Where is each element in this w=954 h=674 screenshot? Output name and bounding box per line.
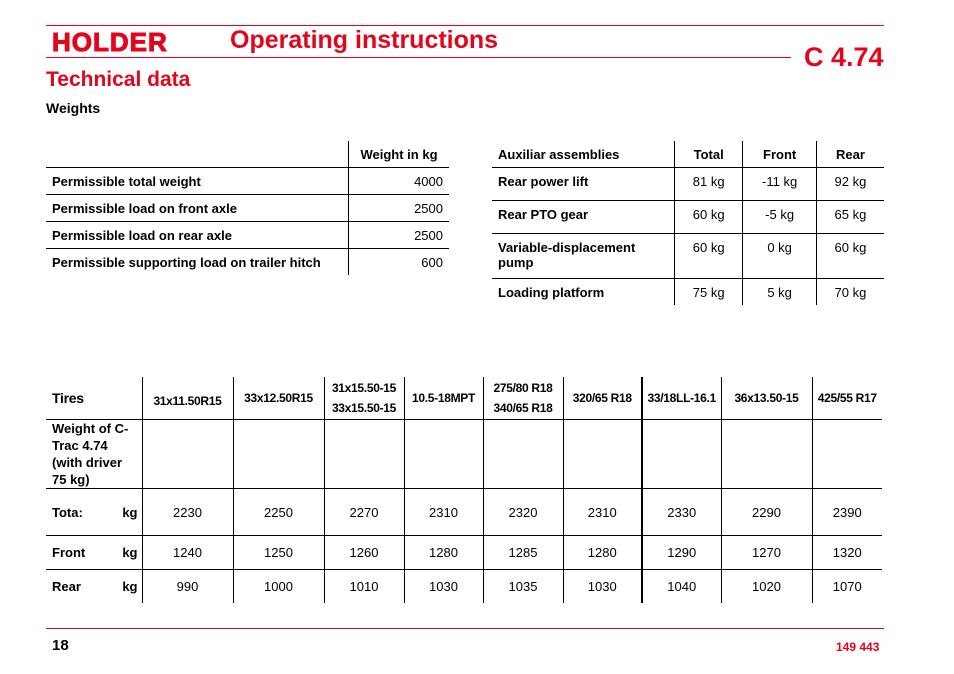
weight-value: 2320 <box>483 489 563 536</box>
weight-value: 2330 <box>642 489 721 536</box>
empty-cell <box>324 420 404 489</box>
weight-value: 1280 <box>404 536 483 570</box>
weight-value: 1035 <box>483 570 563 603</box>
empty-cell <box>404 420 483 489</box>
row-label: Tota: <box>52 504 83 520</box>
weight-value: 1270 <box>721 536 812 570</box>
row-label-cell <box>46 536 142 570</box>
row-unit: kg <box>122 578 138 594</box>
tire-size-line: 33x15.50-15 <box>331 401 397 415</box>
empty-cell <box>142 420 233 489</box>
weight-label-row <box>46 420 882 489</box>
rear-value: 60 kg <box>816 234 884 279</box>
row-label: Variable-displacement pump <box>492 234 675 279</box>
row-label: Rear PTO gear <box>492 201 675 234</box>
table-header-row <box>492 141 884 168</box>
total-value: 60 kg <box>675 234 743 279</box>
front-value: -11 kg <box>743 168 817 201</box>
table-row <box>492 168 884 201</box>
header-top-rule <box>46 25 884 26</box>
row-label: Rear <box>52 578 81 594</box>
document-number: 149 443 <box>836 640 880 654</box>
empty-cell <box>642 420 721 489</box>
weight-value: 1280 <box>563 536 642 570</box>
row-label: Permissible total weight <box>46 168 349 195</box>
weight-value: 1020 <box>721 570 812 603</box>
front-value: -5 kg <box>743 201 817 234</box>
tire-size <box>233 377 324 420</box>
tire-size <box>812 377 882 420</box>
weight-value: 1070 <box>832 578 862 594</box>
weight-value: 2310 <box>563 489 642 536</box>
table-row <box>46 195 449 222</box>
holder-logo: HOLDER <box>52 27 168 57</box>
table-row <box>492 201 884 234</box>
tire-size-line: 31x15.50-15 <box>331 381 397 395</box>
total-value: 75 kg <box>675 279 743 306</box>
table-row <box>492 234 884 279</box>
row-value: 4000 <box>349 168 450 195</box>
table-row <box>46 570 882 603</box>
weight-value: 2310 <box>404 489 483 536</box>
row-label: Rear power lift <box>492 168 675 201</box>
tire-size-line: 33/18LL-16.1 <box>647 391 716 405</box>
weight-value: 1010 <box>324 570 404 603</box>
row-unit: kg <box>122 504 138 520</box>
row-label-cell <box>46 489 142 536</box>
table-row <box>46 222 449 249</box>
table-row <box>492 279 884 306</box>
tire-size-line: 31x11.50R15 <box>153 394 222 408</box>
column-header: Weight in kg <box>349 141 450 168</box>
tire-size <box>324 377 404 420</box>
tire-size <box>404 377 483 420</box>
page-number: 18 <box>52 637 69 654</box>
table-header-row <box>46 141 449 168</box>
row-label: Front <box>52 545 86 560</box>
tire-size-line: 36x13.50-15 <box>734 391 799 405</box>
auxiliary-assemblies-table <box>492 141 884 305</box>
empty-header-cell <box>46 141 349 168</box>
table-row <box>46 168 449 195</box>
table-row <box>46 489 882 536</box>
section-title: Technical data <box>46 68 191 91</box>
row-value: 2500 <box>349 195 450 222</box>
weight-value: 1000 <box>233 570 324 603</box>
column-header: Total <box>675 141 743 168</box>
total-value: 81 kg <box>675 168 743 201</box>
front-value: 0 kg <box>743 234 817 279</box>
tires-header-row <box>46 377 882 420</box>
tire-size <box>563 377 642 420</box>
row-label: Permissible load on front axle <box>46 195 349 222</box>
weight-value: 1030 <box>563 570 642 603</box>
empty-cell <box>233 420 324 489</box>
rear-value: 70 kg <box>834 284 867 300</box>
footer-rule <box>46 628 884 629</box>
row-value: 2500 <box>349 222 450 249</box>
tire-size <box>142 377 233 420</box>
tire-size <box>721 377 812 420</box>
front-value: 5 kg <box>743 279 817 306</box>
weight-value: 1320 <box>812 536 882 570</box>
weight-value: 2390 <box>812 489 882 536</box>
row-label: Loading platform <box>492 279 675 306</box>
row-label-cell <box>46 570 142 603</box>
tire-size-line: 425/55 R17 <box>817 391 877 405</box>
tire-size-line: 340/65 R18 <box>493 401 553 415</box>
tire-size-line: 320/65 R18 <box>572 391 632 405</box>
column-header: Rear <box>816 141 884 168</box>
weight-value: 2290 <box>721 489 812 536</box>
rear-value: 92 kg <box>816 168 884 201</box>
tire-size <box>483 377 563 420</box>
tire-size-line: 10.5-18MPT <box>411 391 476 405</box>
column-header: Front <box>743 141 817 168</box>
document-code: C 4.74 <box>804 42 884 72</box>
column-header: Auxiliar assemblies <box>492 141 675 168</box>
tire-size-line: 275/80 R18 <box>493 381 553 395</box>
weight-value: 1040 <box>642 570 721 603</box>
header-bottom-rule <box>46 57 791 58</box>
weight-value: 1285 <box>483 536 563 570</box>
tires-weight-table <box>46 377 882 603</box>
tire-size <box>642 377 721 420</box>
row-label: Permissible load on rear axle <box>46 222 349 249</box>
weight-value: 2270 <box>324 489 404 536</box>
weight-value: 1030 <box>404 570 483 603</box>
document-title: Operating instructions <box>230 26 499 54</box>
row-unit: kg <box>122 545 138 560</box>
rear-value: 65 kg <box>816 201 884 234</box>
weight-value: 990 <box>142 570 233 603</box>
row-value: 600 <box>421 254 443 270</box>
permissible-weights-table <box>46 141 449 275</box>
row-label: Permissible supporting load on trailer hitch <box>46 249 349 276</box>
weight-value: 1260 <box>324 536 404 570</box>
empty-cell <box>812 420 882 489</box>
weight-value: 2230 <box>142 489 233 536</box>
weight-label: Weight of C-Trac 4.74 (with driver 75 kg) <box>46 420 142 489</box>
total-value: 60 kg <box>675 201 743 234</box>
subsection-title: Weights <box>46 100 101 116</box>
weight-value: 1290 <box>642 536 721 570</box>
tires-header: Tires <box>46 377 142 420</box>
empty-cell <box>721 420 812 489</box>
table-row <box>46 249 449 276</box>
weight-value: 2250 <box>233 489 324 536</box>
empty-cell <box>563 420 642 489</box>
tire-size-line: 33x12.50R15 <box>244 391 313 405</box>
table-row <box>46 536 882 570</box>
empty-cell <box>483 420 563 489</box>
weight-value: 1240 <box>142 536 233 570</box>
weight-value: 1250 <box>233 536 324 570</box>
